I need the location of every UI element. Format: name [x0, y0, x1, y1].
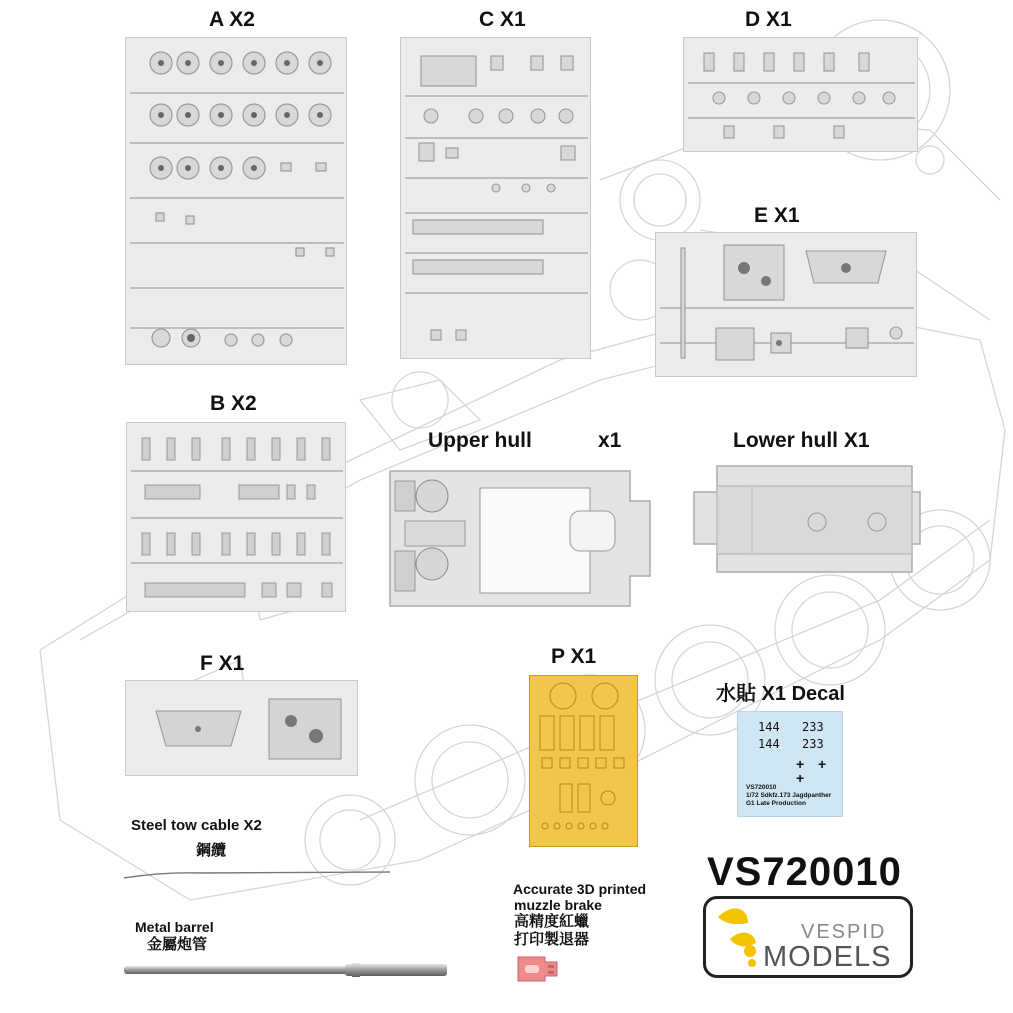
- sprue-a-label: A X2: [209, 8, 255, 31]
- barrel-label: Metal barrel: [135, 919, 214, 935]
- tow-cable-drawing: [122, 866, 392, 882]
- metal-barrel-part: [120, 958, 455, 982]
- sprue-c: [400, 37, 591, 359]
- balkenkreuz-icon: +: [796, 770, 805, 786]
- sprue-b-parts: [127, 423, 347, 613]
- decal-number-1: 144: [758, 720, 780, 734]
- balkenkreuz-icon: +: [796, 756, 805, 772]
- sprue-e: [655, 232, 917, 377]
- brand-logo-box: [703, 896, 913, 978]
- muzzle-label-1: Accurate 3D printed: [513, 881, 647, 897]
- sprue-f-label: F X1: [200, 652, 245, 675]
- sprue-f-parts: [126, 681, 359, 777]
- brand-name-line1: VESPID: [801, 921, 887, 943]
- sprue-d-label: D X1: [745, 8, 792, 31]
- decal-code: VS720010: [746, 784, 777, 791]
- upper-hull-part: [385, 466, 660, 616]
- sprue-a-parts: [126, 38, 348, 366]
- decal-sheet: [737, 711, 843, 817]
- metal-barrel-drawing: [120, 958, 455, 982]
- product-code: VS720010: [707, 850, 902, 894]
- lower-hull-part: [692, 464, 922, 576]
- muzzle-brake-part: [515, 953, 561, 985]
- sprue-f: [125, 680, 358, 776]
- tow-cable-label-zh: 鋼纜: [196, 841, 227, 859]
- sprue-p-label: P X1: [551, 645, 597, 668]
- muzzle-label-zh-1: 高精度紅蠟: [514, 912, 590, 930]
- muzzle-brake-drawing: [515, 953, 561, 985]
- sprue-b: [126, 422, 346, 612]
- upper-hull-label: Upper hull: [428, 429, 532, 452]
- photo-etch-fret: [529, 675, 638, 847]
- barrel-label-zh: 金屬炮管: [147, 935, 208, 953]
- sprue-e-parts: [656, 233, 918, 378]
- upper-hull-qty: x1: [598, 429, 622, 452]
- tow-cable-label: Steel tow cable X2: [131, 817, 262, 834]
- muzzle-label-2: muzzle brake: [514, 897, 602, 913]
- balkenkreuz-icon: +: [818, 756, 827, 772]
- sprue-c-parts: [401, 38, 592, 360]
- decal-number-3: 144: [758, 737, 780, 751]
- sprue-c-label: C X1: [479, 8, 526, 31]
- muzzle-label-zh-2: 打印製退器: [514, 930, 590, 948]
- sprue-d-parts: [684, 38, 919, 153]
- sprue-b-label: B X2: [210, 392, 257, 415]
- decal-line2: G1 Late Production: [746, 800, 806, 807]
- lower-hull-label: Lower hull X1: [733, 429, 870, 452]
- sprue-e-label: E X1: [754, 204, 800, 227]
- upper-hull-drawing: [385, 466, 660, 616]
- decal-number-2: 233: [802, 720, 824, 734]
- photo-etch-parts: [530, 676, 639, 848]
- decal-number-4: 233: [802, 737, 824, 751]
- decal-line1: 1/72 Sdkfz.173 Jagdpanther: [746, 792, 832, 799]
- lower-hull-drawing: [692, 464, 922, 576]
- sprue-a: [125, 37, 347, 365]
- brand-name-line2: MODELS: [763, 941, 892, 973]
- decal-label: 水貼 X1 Decal: [716, 683, 845, 705]
- tow-cable-part: [122, 866, 392, 882]
- sprue-d: [683, 37, 918, 152]
